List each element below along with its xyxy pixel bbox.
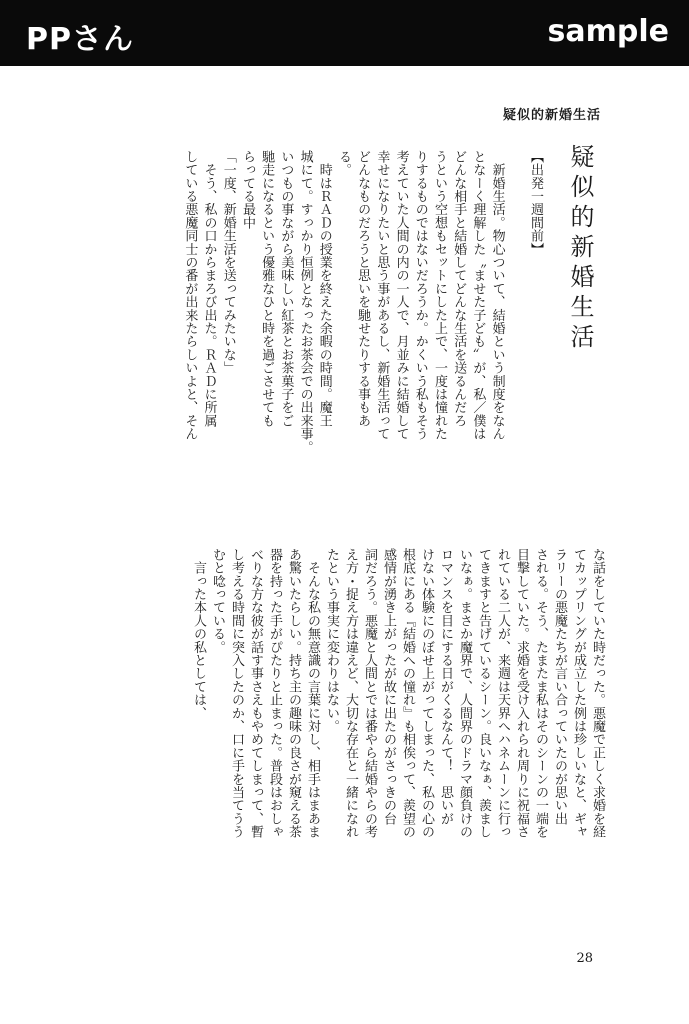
text-line: たという事実に変わりはない。: [324, 548, 339, 733]
text-line: 馳走になるという優雅なひと時を過ごさせても: [259, 150, 275, 428]
text-line: あ驚いたらしい。持ち主の趣味の良さが窺える茶: [286, 548, 301, 839]
text-line: うという空想もセットにした上で、一度は憧れた: [431, 150, 447, 441]
text-line: される。そう、たまたま私はそのシーンの一端を: [533, 548, 548, 839]
page-number: 28: [576, 951, 593, 966]
text-line: え方・捉え方は違えど、大切な存在と一緒になれ: [343, 548, 358, 839]
text-line: 言った本人の私としては、: [191, 548, 206, 720]
text-line: 考えていた人間の内の一人で、月並みに結婚して: [393, 150, 409, 441]
text-line: そんな私の無意識の言葉に対し、相手はまあま: [305, 548, 320, 839]
text-line: そう、私の口からまろび出た。ＲＡＤに所属: [201, 150, 217, 428]
text-line: 詞だろう。悪魔と人間とでは番やら結婚やらの考: [362, 548, 377, 839]
text-line: けない体験にのぼせ上がってしまった、私の心の: [419, 548, 434, 839]
text-line: な話をしていた時だった。悪魔で正しく求婚を経: [590, 548, 605, 839]
chapter-title: 疑似的新婚生活: [566, 144, 594, 354]
text-line: ロマンスを目にする日がくるなんて！ 思いが: [438, 548, 453, 826]
text-line: むと唸っている。: [210, 548, 225, 654]
text-line: どんなものだろうと思いを馳せたりする事もあ: [355, 150, 371, 428]
text-line: 感情が湧き上がったが故に出たのがさっきの台: [381, 548, 396, 826]
text-line: 根底にある『結婚への憧れ』も相俟って、羨望の: [400, 548, 415, 839]
text-line: 「一度、新婚生活を送ってみたいな」: [220, 150, 236, 375]
text-line: べりな方な彼が話す事さえもやめてしまって、暫: [248, 548, 263, 839]
text-line: どんな相手と結婚してどんな生活を送るんだろ: [451, 150, 467, 428]
text-line: 幸せになりたいと思う事があるし、新婚生活って: [374, 150, 390, 441]
text-line: となーく理解した〝ませた子ども〟が、私／僕は: [470, 150, 486, 441]
text-line: している悪魔同士の番が出来たらしいよと、そん: [182, 150, 198, 441]
text-line: し考える時間に突入したのか、口に手を当てうう: [229, 548, 244, 839]
text-line: 器を持った手がぴたりと止まった。普段はおしゃ: [267, 548, 282, 839]
text-line: てカップリングが成立した例は珍しいなと、ギャ: [571, 548, 586, 839]
sample-label: sample: [547, 14, 669, 49]
running-head: 疑似的新婚生活: [502, 108, 601, 123]
text-line: [507, 150, 526, 515]
text-line: らってる最中: [239, 150, 255, 230]
text-block-upper: [120, 150, 545, 515]
text-line: ラリーの悪魔たちが言い合っていたのが思い出: [552, 548, 567, 826]
text-line: てきますと告げているシーン。良いなぁ、羨まし: [476, 548, 491, 839]
text-line: 目撃していた。求婚を受け入れられ周りに祝福さ: [514, 548, 529, 839]
text-line: 新婚生活。物心ついて、結婚という制度をなん: [489, 150, 505, 441]
text-line: いなぁ。まさか魔界で、人間界のドラマ顔負けの: [457, 548, 472, 839]
text-line: いつもの事ながら美味しい紅茶とお茶菓子をご: [278, 150, 294, 428]
circle-name: PPさん: [26, 22, 134, 57]
text-line: 時はＲＡＤの授業を終えた余暇の時間。魔王: [316, 150, 332, 428]
text-block-lower: [117, 548, 607, 920]
text-line: 城にて。すっかり恒例となったお茶会での出来事。: [297, 150, 313, 454]
text-line: る。: [335, 150, 351, 177]
text-line: れている二人が、来週は天界へハネムーンに行っ: [495, 548, 510, 839]
text-line: 【出発一週間前】: [528, 150, 543, 256]
text-line: りするものではないだろうか。かくいう私もそう: [412, 150, 428, 441]
header-bar: [0, 0, 689, 66]
